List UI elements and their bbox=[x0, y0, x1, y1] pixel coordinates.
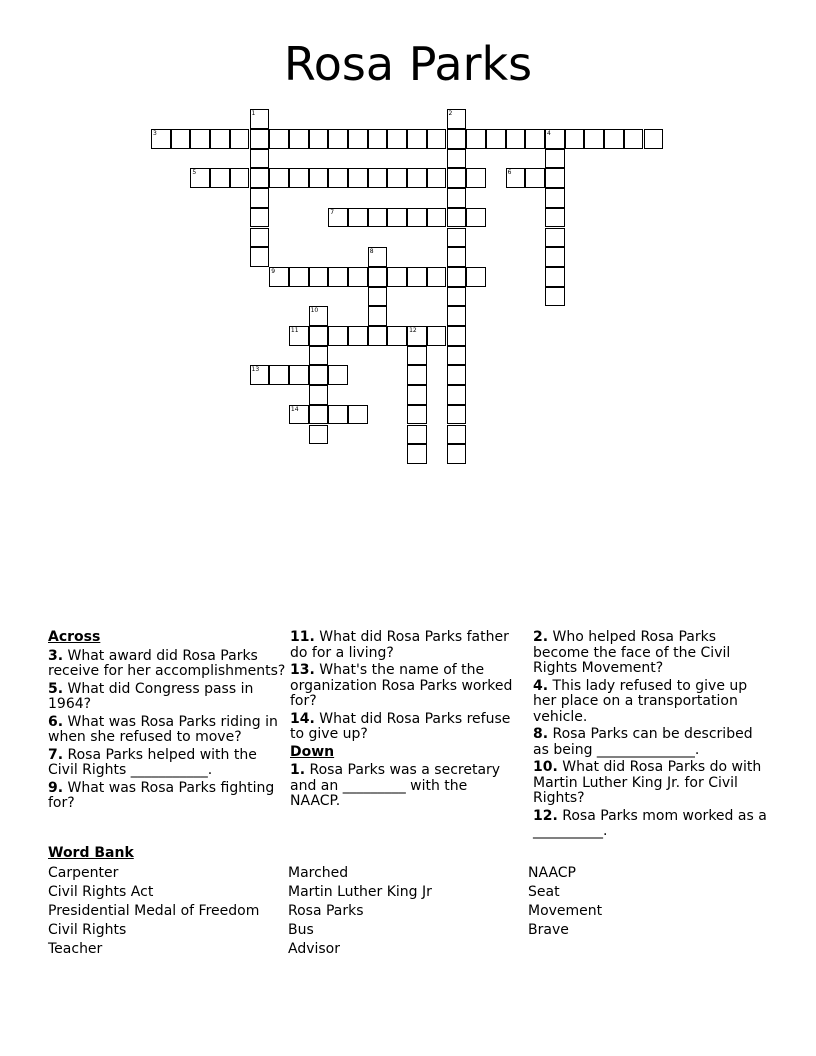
grid-cell[interactable] bbox=[348, 326, 368, 346]
clue-across-5: 5. What did Congress pass in 1964? bbox=[48, 680, 254, 712]
grid-cell[interactable] bbox=[447, 346, 467, 366]
grid-cell[interactable] bbox=[269, 168, 289, 188]
grid-cell[interactable] bbox=[210, 168, 230, 188]
grid-cell[interactable] bbox=[447, 425, 467, 445]
word-bank-item: Civil Rights Act bbox=[48, 884, 154, 900]
grid-cell[interactable] bbox=[348, 129, 368, 149]
grid-cell[interactable] bbox=[407, 405, 427, 425]
clue-number: 2 bbox=[448, 110, 453, 118]
grid-cell[interactable] bbox=[447, 168, 467, 188]
grid-cell[interactable] bbox=[289, 326, 309, 346]
grid-cell[interactable] bbox=[407, 168, 427, 188]
grid-cell[interactable] bbox=[348, 405, 368, 425]
grid-cell[interactable] bbox=[348, 267, 368, 287]
grid-cell[interactable] bbox=[447, 228, 467, 248]
clue-number: 8 bbox=[369, 248, 374, 256]
clue-across-9: 9. What was Rosa Parks fighting for? bbox=[48, 779, 275, 811]
grid-cell[interactable] bbox=[545, 168, 565, 188]
grid-cell[interactable] bbox=[447, 188, 467, 208]
grid-cell[interactable] bbox=[565, 129, 585, 149]
grid-cell[interactable] bbox=[348, 168, 368, 188]
grid-cell[interactable] bbox=[506, 129, 526, 149]
word-bank-heading: Word Bank bbox=[48, 845, 134, 861]
grid-cell[interactable] bbox=[447, 444, 467, 464]
word-bank-item: Bus bbox=[288, 922, 314, 938]
grid-cell[interactable] bbox=[545, 228, 565, 248]
grid-cell[interactable] bbox=[387, 168, 407, 188]
word-bank-item: NAACP bbox=[528, 865, 576, 881]
grid-cell[interactable] bbox=[447, 365, 467, 385]
clue-across-14: 14. What did Rosa Parks refuse to give up? bbox=[290, 710, 511, 742]
grid-cell[interactable] bbox=[545, 208, 565, 228]
grid-cell[interactable] bbox=[447, 129, 467, 149]
word-bank-column-1 bbox=[48, 864, 259, 959]
word-bank-item: Martin Luther King Jr bbox=[288, 884, 432, 900]
clue-down-2: 2. Who helped Rosa Parks become the face of the Civil Rights Movement? bbox=[533, 629, 731, 676]
clue-number: 14 bbox=[290, 405, 299, 413]
grid-cell[interactable] bbox=[447, 109, 467, 129]
grid-cell[interactable] bbox=[447, 149, 467, 169]
grid-cell[interactable] bbox=[387, 208, 407, 228]
grid-cell[interactable] bbox=[230, 129, 250, 149]
grid-cell[interactable] bbox=[447, 306, 467, 326]
grid-cell[interactable] bbox=[387, 129, 407, 149]
grid-cell[interactable] bbox=[368, 306, 388, 326]
grid-cell[interactable] bbox=[427, 267, 447, 287]
grid-cell[interactable] bbox=[447, 247, 467, 267]
grid-cell[interactable] bbox=[447, 267, 467, 287]
grid-cell[interactable] bbox=[348, 208, 368, 228]
grid-cell[interactable] bbox=[250, 109, 270, 129]
word-bank-column-2 bbox=[288, 864, 432, 959]
grid-cell[interactable] bbox=[604, 129, 624, 149]
grid-cell[interactable] bbox=[250, 365, 270, 385]
word-bank-item: Brave bbox=[528, 922, 569, 938]
word-bank-item: Movement bbox=[528, 903, 603, 919]
grid-cell[interactable] bbox=[427, 208, 447, 228]
grid-cell[interactable] bbox=[545, 267, 565, 287]
grid-cell[interactable] bbox=[387, 326, 407, 346]
grid-cell[interactable] bbox=[407, 208, 427, 228]
grid-cell[interactable] bbox=[309, 326, 329, 346]
grid-cell[interactable] bbox=[407, 365, 427, 385]
grid-cell[interactable] bbox=[328, 168, 348, 188]
grid-cell[interactable] bbox=[545, 247, 565, 267]
grid-cell[interactable] bbox=[368, 267, 388, 287]
grid-cell[interactable] bbox=[309, 267, 329, 287]
clue-number: 1 bbox=[251, 110, 256, 118]
grid-cell[interactable] bbox=[269, 129, 289, 149]
grid-cell[interactable] bbox=[525, 129, 545, 149]
clue-down-8: 8. Rosa Parks can be described as being ______________. bbox=[533, 726, 753, 758]
grid-cell[interactable] bbox=[289, 365, 309, 385]
clue-down-12: 12. Rosa Parks mom worked as a __________. bbox=[533, 807, 767, 839]
grid-cell[interactable] bbox=[210, 129, 230, 149]
grid-cell[interactable] bbox=[407, 385, 427, 405]
grid-cell[interactable] bbox=[407, 444, 427, 464]
word-bank-column-3 bbox=[528, 864, 602, 940]
grid-cell[interactable] bbox=[250, 168, 270, 188]
word-bank-item: Teacher bbox=[48, 941, 103, 957]
grid-cell[interactable] bbox=[545, 287, 565, 307]
page-title: Rosa Parks bbox=[283, 37, 533, 91]
across-heading: Across bbox=[48, 629, 101, 645]
grid-cell[interactable] bbox=[466, 208, 486, 228]
grid-cell[interactable] bbox=[309, 306, 329, 326]
grid-cell[interactable] bbox=[407, 326, 427, 346]
clue-number: 6 bbox=[507, 169, 512, 177]
grid-cell[interactable] bbox=[309, 425, 329, 445]
grid-cell[interactable] bbox=[447, 405, 467, 425]
grid-cell[interactable] bbox=[545, 188, 565, 208]
clue-down-10: 10. What did Rosa Parks do with Martin Luther King Jr. for Civil Rights? bbox=[533, 759, 762, 806]
grid-cell[interactable] bbox=[171, 129, 191, 149]
grid-cell[interactable] bbox=[269, 365, 289, 385]
clue-number: 4 bbox=[547, 130, 551, 137]
clue-number: 13 bbox=[251, 366, 260, 374]
grid-cell[interactable] bbox=[151, 129, 171, 149]
grid-cell[interactable] bbox=[309, 405, 329, 425]
grid-cell[interactable] bbox=[269, 267, 289, 287]
clue-column-3 bbox=[533, 630, 771, 842]
word-bank-item: Marched bbox=[288, 865, 349, 881]
grid-cell[interactable] bbox=[289, 168, 309, 188]
grid-cell[interactable] bbox=[289, 405, 309, 425]
word-bank-item: Carpenter bbox=[48, 865, 119, 881]
grid-cell[interactable] bbox=[545, 129, 565, 149]
grid-cell[interactable] bbox=[466, 267, 486, 287]
grid-cell[interactable] bbox=[190, 168, 210, 188]
grid-cell[interactable] bbox=[368, 208, 388, 228]
grid-cell[interactable] bbox=[447, 208, 467, 228]
grid-cell[interactable] bbox=[328, 267, 348, 287]
clue-column-1 bbox=[48, 630, 286, 814]
grid-cell[interactable] bbox=[368, 129, 388, 149]
grid-cell[interactable] bbox=[309, 385, 329, 405]
grid-cell[interactable] bbox=[309, 346, 329, 366]
grid-cell[interactable] bbox=[328, 326, 348, 346]
grid-cell[interactable] bbox=[368, 168, 388, 188]
grid-cell[interactable] bbox=[250, 208, 270, 228]
grid-cell[interactable] bbox=[250, 149, 270, 169]
grid-cell[interactable] bbox=[447, 287, 467, 307]
grid-cell[interactable] bbox=[250, 188, 270, 208]
grid-cell[interactable] bbox=[328, 129, 348, 149]
clue-number: 12 bbox=[409, 327, 417, 334]
grid-cell[interactable] bbox=[368, 247, 388, 267]
grid-cell[interactable] bbox=[545, 149, 565, 169]
grid-cell[interactable] bbox=[427, 168, 447, 188]
word-bank-item: Civil Rights bbox=[48, 922, 127, 938]
grid-cell[interactable] bbox=[309, 168, 329, 188]
grid-cell[interactable] bbox=[407, 129, 427, 149]
word-bank-item: Presidential Medal of Freedom bbox=[48, 903, 260, 919]
grid-cell[interactable] bbox=[447, 326, 467, 346]
grid-cell[interactable] bbox=[506, 168, 526, 188]
clue-number: 3 bbox=[153, 130, 157, 137]
word-bank-item: Seat bbox=[528, 884, 560, 900]
grid-cell[interactable] bbox=[525, 168, 545, 188]
word-bank-item: Rosa Parks bbox=[288, 903, 364, 919]
clue-number: 5 bbox=[192, 169, 197, 177]
grid-cell[interactable] bbox=[486, 129, 506, 149]
grid-cell[interactable] bbox=[407, 267, 427, 287]
clue-number: 11 bbox=[290, 327, 299, 334]
clue-across-3: 3. What award did Rosa Parks receive for her accomplishments? bbox=[48, 647, 286, 679]
grid-cell[interactable] bbox=[309, 365, 329, 385]
grid-cell[interactable] bbox=[466, 129, 486, 149]
clue-across-6: 6. What was Rosa Parks riding in when she refused to move? bbox=[48, 713, 278, 745]
down-heading: Down bbox=[290, 743, 335, 760]
clue-across-11: 11. What did Rosa Parks father do for a living? bbox=[290, 629, 509, 661]
grid-cell[interactable] bbox=[328, 405, 348, 425]
clue-column-2 bbox=[290, 630, 518, 812]
grid-cell[interactable] bbox=[427, 326, 447, 346]
grid-cell[interactable] bbox=[466, 168, 486, 188]
clue-down-4: 4. This lady refused to give up her place on a transportation vehicle. bbox=[533, 677, 748, 725]
grid-cell[interactable] bbox=[407, 346, 427, 366]
grid-cell[interactable] bbox=[644, 129, 664, 149]
clue-across-7: 7. Rosa Parks helped with the Civil Rights ___________. bbox=[48, 746, 257, 778]
clue-number: 7 bbox=[330, 208, 335, 216]
grid-cell[interactable] bbox=[407, 425, 427, 445]
grid-cell[interactable] bbox=[368, 326, 388, 346]
grid-cell[interactable] bbox=[190, 129, 210, 149]
clue-number: 10 bbox=[310, 307, 319, 315]
grid-cell[interactable] bbox=[427, 129, 447, 149]
grid-cell[interactable] bbox=[289, 129, 309, 149]
grid-cell[interactable] bbox=[584, 129, 604, 149]
grid-cell[interactable] bbox=[368, 287, 388, 307]
grid-cell[interactable] bbox=[250, 247, 270, 267]
grid-cell[interactable] bbox=[250, 228, 270, 248]
grid-cell[interactable] bbox=[328, 208, 348, 228]
grid-cell[interactable] bbox=[447, 385, 467, 405]
clue-across-13: 13. What's the name of the organization Rosa Parks worked for? bbox=[290, 662, 513, 709]
grid-cell[interactable] bbox=[309, 129, 329, 149]
grid-cell[interactable] bbox=[624, 129, 644, 149]
clue-number: 9 bbox=[271, 267, 276, 275]
word-bank-item: Advisor bbox=[288, 941, 341, 957]
grid-cell[interactable] bbox=[230, 168, 250, 188]
grid-cell[interactable] bbox=[289, 267, 309, 287]
clue-down-1: 1. Rosa Parks was a secretary and an _________ with the NAACP. bbox=[290, 762, 501, 809]
grid-cell[interactable] bbox=[250, 129, 270, 149]
grid-cell[interactable] bbox=[387, 267, 407, 287]
grid-cell[interactable] bbox=[328, 365, 348, 385]
